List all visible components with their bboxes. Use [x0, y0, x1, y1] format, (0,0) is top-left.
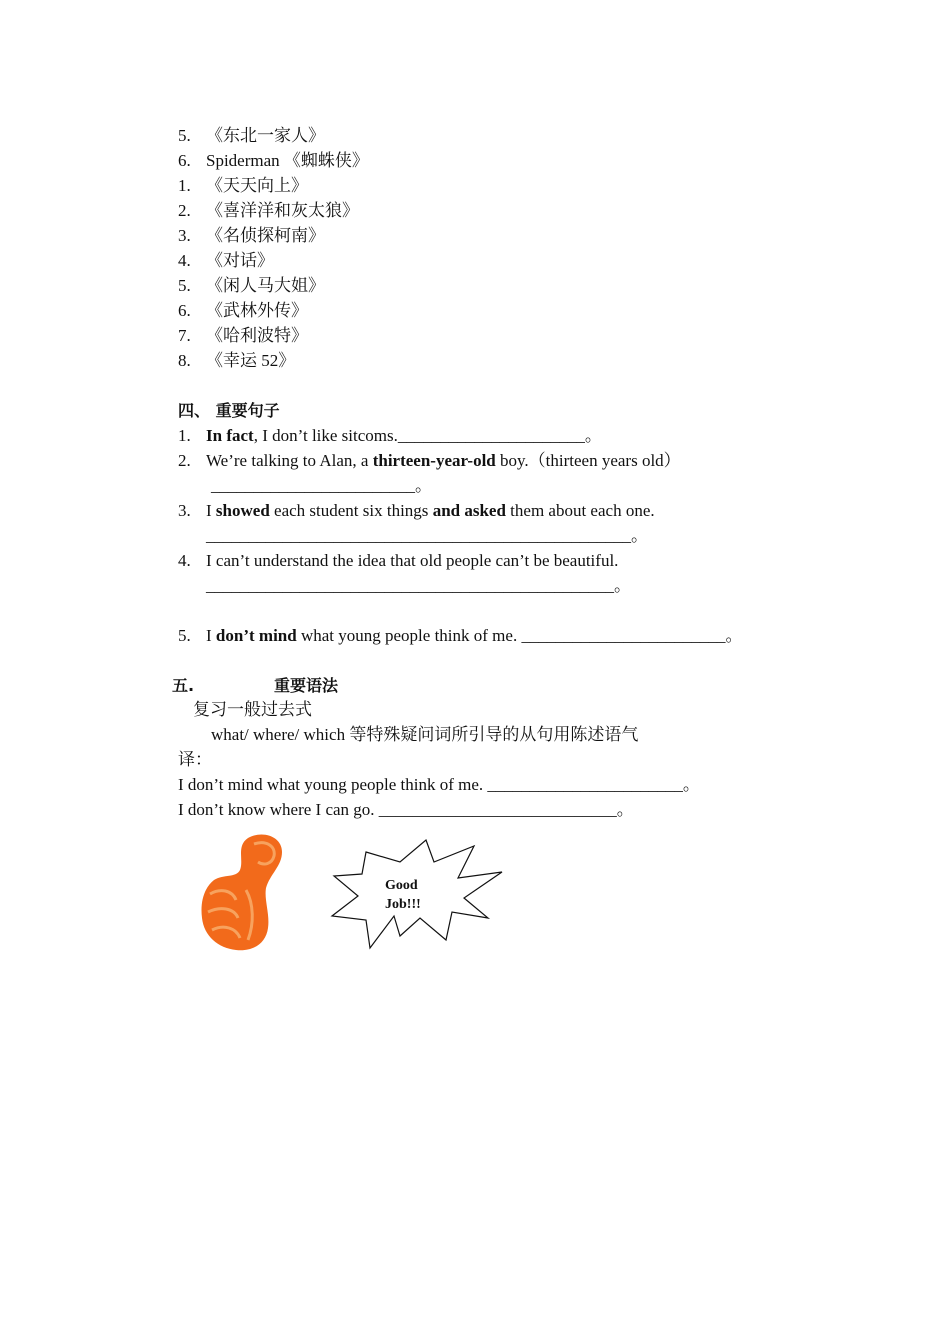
list-item: [178, 325, 308, 347]
list-text: 《名侦探柯南》: [206, 226, 325, 245]
sentence-text: I: [206, 501, 216, 520]
sentence-text: I: [206, 626, 216, 645]
sentence-1: [178, 425, 602, 447]
list-text: 《对话》: [206, 251, 274, 270]
list-item: [178, 125, 325, 147]
section-heading-number: 五.: [172, 676, 195, 695]
answer-blank: ________________________________________________。: [206, 576, 631, 595]
sentence-text: I can’t understand the idea that old people can’t be beautiful.: [206, 551, 619, 570]
list-number: 2.: [178, 201, 191, 220]
good-job-burst: [328, 832, 506, 952]
thumbs-up-icon: [196, 830, 291, 955]
list-number: 1.: [178, 176, 191, 195]
sentence-5: [178, 625, 742, 647]
sentence-4: [178, 550, 618, 572]
example-sentence: I don’t mind what young people think of me. _______________________。: [178, 775, 700, 794]
list-text: 《喜洋洋和灰太狼》: [206, 201, 359, 220]
list-item: [178, 300, 308, 322]
bold-phrase: In fact: [206, 426, 254, 445]
list-item: [178, 250, 274, 272]
list-item: [178, 225, 325, 247]
list-item: [178, 275, 325, 297]
sentence-text: them about each one.: [505, 501, 655, 520]
list-number: 1.: [178, 426, 191, 445]
list-item: [178, 200, 359, 222]
list-text: 《闲人马大姐》: [206, 276, 325, 295]
bold-phrase: don’t mind: [215, 626, 297, 645]
list-text: 《哈利波特》: [206, 326, 308, 345]
example-sentence: I don’t know where I can go. ____________________________。: [178, 800, 634, 819]
sentence-2: [178, 450, 681, 472]
list-number: 8.: [178, 351, 191, 370]
list-text: 《幸运 52》: [206, 351, 296, 370]
sentence-text: what young people think of me. ________________________。: [296, 626, 743, 645]
list-text: 《东北一家人》: [206, 126, 325, 145]
list-text: Spiderman 《蜘蛛侠》: [206, 151, 369, 170]
list-text: 《武林外传》: [206, 301, 308, 320]
bold-phrase: showed: [215, 501, 270, 520]
list-number: 5.: [178, 126, 191, 145]
list-item: [178, 175, 308, 197]
list-number: 6.: [178, 151, 191, 170]
sentence-text: each student six things: [269, 501, 433, 520]
list-number: 7.: [178, 326, 191, 345]
grammar-line: what/ where/ which 等特殊疑问词所引导的从句用陈述语气: [211, 725, 639, 744]
sentence-text: boy.（thirteen years old）: [495, 451, 681, 470]
list-number: 4.: [178, 251, 191, 270]
list-item: [178, 150, 369, 172]
list-number: 5.: [178, 626, 191, 645]
list-number: 4.: [178, 551, 191, 570]
list-number: 6.: [178, 301, 191, 320]
bold-phrase: and asked: [432, 501, 506, 520]
list-number: 3.: [178, 501, 191, 520]
burst-text-line2: Job!!!: [385, 897, 421, 912]
translate-label: 译：: [178, 750, 212, 769]
burst-shape: [332, 840, 502, 948]
list-text: 《天天向上》: [206, 176, 308, 195]
answer-blank: __________________________________________________。: [206, 526, 648, 545]
burst-text-line1: Good: [385, 878, 418, 893]
section-heading-sentences: 四、 重要句子: [178, 401, 280, 420]
bold-phrase: thirteen-year-old: [372, 451, 496, 470]
list-number: 3.: [178, 226, 191, 245]
list-item: [178, 350, 295, 372]
sentence-text: , I don’t like sitcoms.______________________。: [253, 426, 602, 445]
sentence-3: [178, 500, 655, 522]
sentence-text: We’re talking to Alan, a: [206, 451, 373, 470]
section-heading-grammar: 重要语法: [274, 676, 339, 695]
list-number: 5.: [178, 276, 191, 295]
list-number: 2.: [178, 451, 191, 470]
grammar-line: 复习一般过去式: [193, 700, 312, 719]
answer-blank: ________________________。: [211, 476, 432, 495]
